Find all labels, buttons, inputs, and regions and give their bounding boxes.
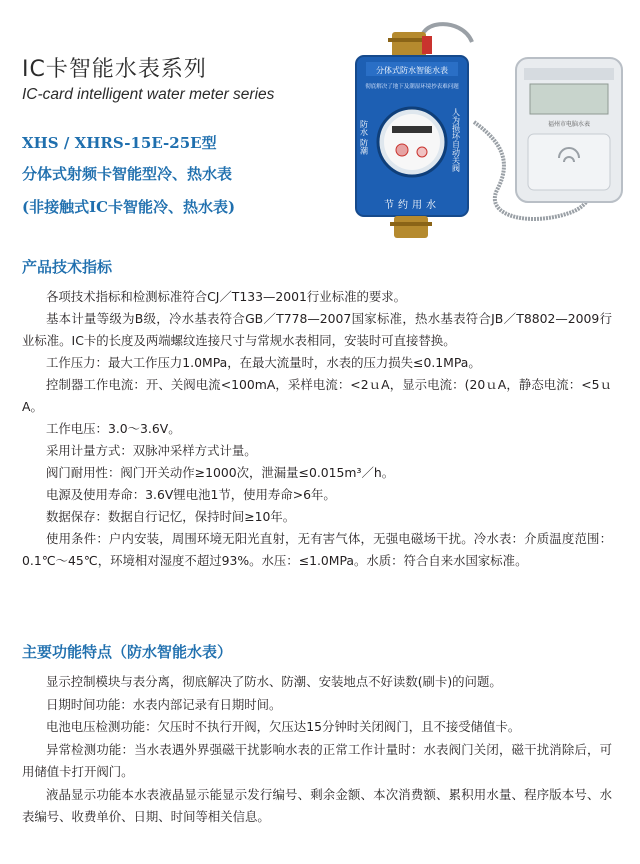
features-heading: 主要功能特点（防水智能水表） — [22, 643, 233, 661]
feature-item: 电池电压检测功能：欠压时不执行开阀，欠压达15分钟时关闭阀门，且不接受储值卡。 — [46, 719, 521, 734]
meter-panel-text: 彻底解决了地下及潮湿环境抄表难问题 — [365, 84, 459, 90]
specs-list — [22, 286, 612, 572]
page-title: IC卡智能水表系列 — [22, 57, 207, 82]
brass-fitting-top — [392, 32, 426, 58]
lcd-display — [530, 84, 608, 114]
red-valve-cap — [422, 36, 432, 54]
spec-item: 采用计量方式：双脉冲采样方式计量。 — [46, 443, 257, 458]
product-subtitle: 分体式射频卡智能型冷、热水表 — [22, 165, 233, 183]
feature-item: 液晶显示功能本水表液晶显示能显示发行编号、剩余金额、本次消费额、累积用水量、程序版本号、水表编号、收费单价、日期、时间等相关信息。 — [22, 786, 612, 824]
brass-fitting-bottom — [394, 216, 428, 238]
spec-item: 工作电压：3.0～3.6V。 — [46, 421, 181, 436]
controller-brand: 福州市电脑水表 — [547, 121, 591, 128]
product-subtitle-alt: (非接触式IC卡智能冷、热水表) — [22, 198, 236, 216]
product-photo — [352, 22, 640, 244]
page-title-en: IC-card intelligent water meter series — [22, 86, 275, 103]
meter-side-left: 防水 防潮 — [359, 120, 369, 155]
meter-side-right: 人为损坏自动关阀 — [451, 108, 461, 172]
model-number: XHS / XHRS-15E-25E型 — [22, 134, 217, 152]
spec-item: 阀门耐用性：阀门开关动作≥1000次，泄漏量≤0.015m³／h。 — [46, 465, 395, 480]
spec-item: 各项技术指标和检测标准符合CJ／T133—2001行业标准的要求。 — [46, 289, 407, 304]
spec-item: 控制器工作电流：开、关阀电流<100mA，采样电流：<2ｕA，显示电流：(20ｕA，静态电流：<5ｕA。 — [22, 377, 612, 414]
meter-panel-title: 分体式防水智能水表 — [376, 66, 448, 75]
spec-item: 使用条件：户内安装，周围环境无阳光直射，无有害气体，无强电磁场干扰。冷水表：介质温度范围：0.1℃～45℃，环境相对湿度不超过93%。水压：≤1.0MPa。水质：符合自来水国家标准。 — [22, 531, 612, 568]
spec-item: 数据保存：数据自行记忆，保持时间≥10年。 — [46, 509, 296, 524]
specs-heading: 产品技术指标 — [22, 258, 113, 276]
feature-item: 异常检测功能：当水表遇外界强磁干扰影响水表的正常工作计量时：水表阀门关闭，磁干扰消除后，可用储值卡打开阀门。 — [22, 741, 612, 779]
features-list — [22, 671, 612, 829]
spec-item: 电源及使用寿命：3.6V锂电池1节，使用寿命>6年。 — [46, 487, 336, 502]
feature-item: 显示控制模块与表分离，彻底解决了防水、防潮、安装地点不好读数(刷卡)的问题。 — [46, 674, 502, 689]
meter-bottom-label: 节约用水 — [384, 200, 440, 211]
dial-counter — [392, 126, 432, 133]
spec-item: 基本计量等级为B级，冷水基表符合GB／T778—2007国家标准，热水基表符合JB／T8802—2009行业标准。IC卡的长度及两端螺纹连接尺寸与常规水表相同，安装时可直接替换。 — [22, 311, 612, 348]
spec-item: 工作压力：最大工作压力1.0MPa，在最大流量时，水表的压力损失≤0.1MPa。 — [46, 355, 481, 370]
feature-item: 日期时间功能：水表内部记录有日期时间。 — [46, 696, 282, 712]
